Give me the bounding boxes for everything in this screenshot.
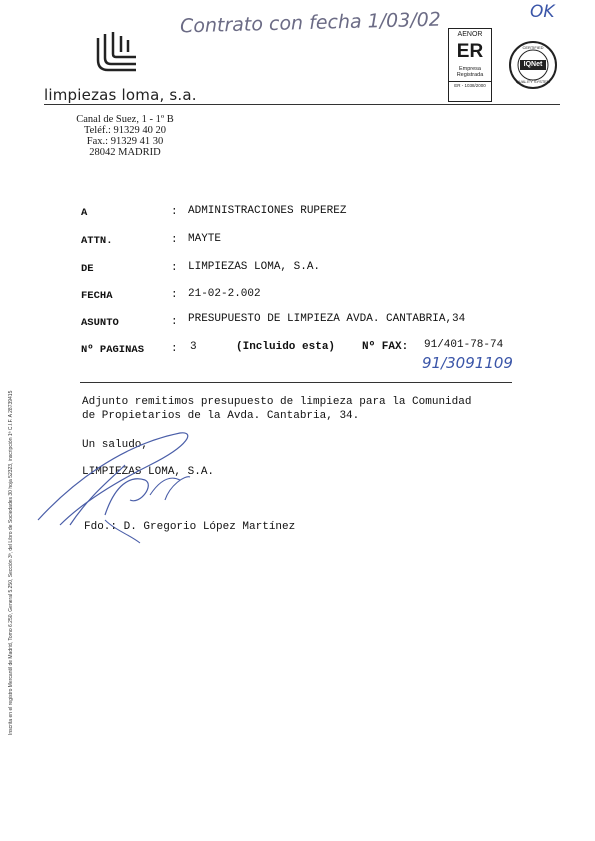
handwritten-ok-mark: OK bbox=[530, 2, 555, 22]
field-colon: : bbox=[171, 234, 178, 246]
iqnet-seal bbox=[508, 40, 558, 90]
body-line: de Propietarios de la Avda. Cantabria, 34. bbox=[82, 410, 360, 422]
iqnet-center-text: IQNet bbox=[523, 61, 543, 68]
iqnet-top-text: CERTIFIED bbox=[522, 45, 544, 50]
aenor-title: AENOR bbox=[457, 31, 483, 38]
aenor-line1: Empresa bbox=[458, 66, 481, 72]
header-divider bbox=[44, 104, 560, 105]
field-value-pages: 3 bbox=[190, 341, 197, 353]
address-line: 28042 MADRID bbox=[89, 147, 161, 158]
fields-divider bbox=[80, 382, 512, 383]
signature-line: Fdo.: D. Gregorio López Martínez bbox=[84, 521, 296, 533]
field-colon: : bbox=[171, 206, 178, 218]
company-logo bbox=[92, 30, 142, 80]
field-colon: : bbox=[171, 316, 178, 328]
company-name: limpiezas loma, s.a. bbox=[44, 86, 197, 104]
field-value-fax: 91/401-78-74 bbox=[424, 339, 504, 351]
handwritten-fax-number: 91/3091109 bbox=[422, 354, 513, 372]
field-colon: : bbox=[171, 262, 178, 274]
field-colon: : bbox=[171, 343, 178, 355]
aenor-badge bbox=[448, 28, 492, 102]
address-line: Canal de Suez, 1 - 1º B bbox=[76, 114, 174, 125]
field-colon: : bbox=[171, 289, 178, 301]
field-label-attn: ATTN. bbox=[81, 235, 113, 247]
aenor-line2: Registrada bbox=[456, 72, 484, 78]
field-value-to: ADMINISTRACIONES RUPEREZ bbox=[188, 205, 347, 217]
field-label-subject: ASUNTO bbox=[81, 317, 119, 329]
company-address bbox=[72, 114, 178, 158]
signatory-company: LIMPIEZAS LOMA, S.A. bbox=[82, 466, 215, 478]
field-value-subject: PRESUPUESTO DE LIMPIEZA AVDA. CANTABRIA,34 bbox=[188, 313, 466, 325]
field-label-date: FECHA bbox=[81, 290, 113, 302]
field-label-fax: Nº FAX: bbox=[362, 341, 409, 353]
handwritten-contract-note: Contrato con fecha 1/03/02 bbox=[179, 8, 442, 38]
field-value-attn: MAYTE bbox=[188, 233, 222, 245]
field-label-pages: Nº PAGINAS bbox=[81, 344, 145, 356]
body-line: Adjunto remitimos presupuesto de limpieza para la Comunidad bbox=[82, 396, 472, 408]
iqnet-bottom-text: QUALITY SYSTEM bbox=[515, 79, 551, 84]
er-logo-icon: ER bbox=[456, 41, 484, 62]
address-line: Teléf.: 91329 40 20 bbox=[83, 125, 167, 136]
field-label-from: DE bbox=[81, 263, 94, 275]
aenor-code: ER - 1038/2000 bbox=[449, 81, 491, 88]
address-line: Fax.: 91329 41 30 bbox=[86, 136, 164, 147]
field-value-from: LIMPIEZAS LOMA, S.A. bbox=[188, 261, 321, 273]
field-pages-included: (Incluido esta) bbox=[236, 341, 336, 353]
field-label-to: A bbox=[81, 207, 88, 219]
field-value-date: 21-02-2.002 bbox=[188, 288, 261, 300]
registry-margin-note: Inscrita en el registro Mercantil de Madrid, Tomo 6.250, General 5.250, Sección 3ª, del Libro de Sociedades 30 hoja 52323, inscripción 1ª C.I.F. A 28739415 bbox=[8, 390, 14, 735]
greeting: Un saludo, bbox=[82, 439, 149, 451]
logo-mark-icon bbox=[92, 30, 142, 80]
